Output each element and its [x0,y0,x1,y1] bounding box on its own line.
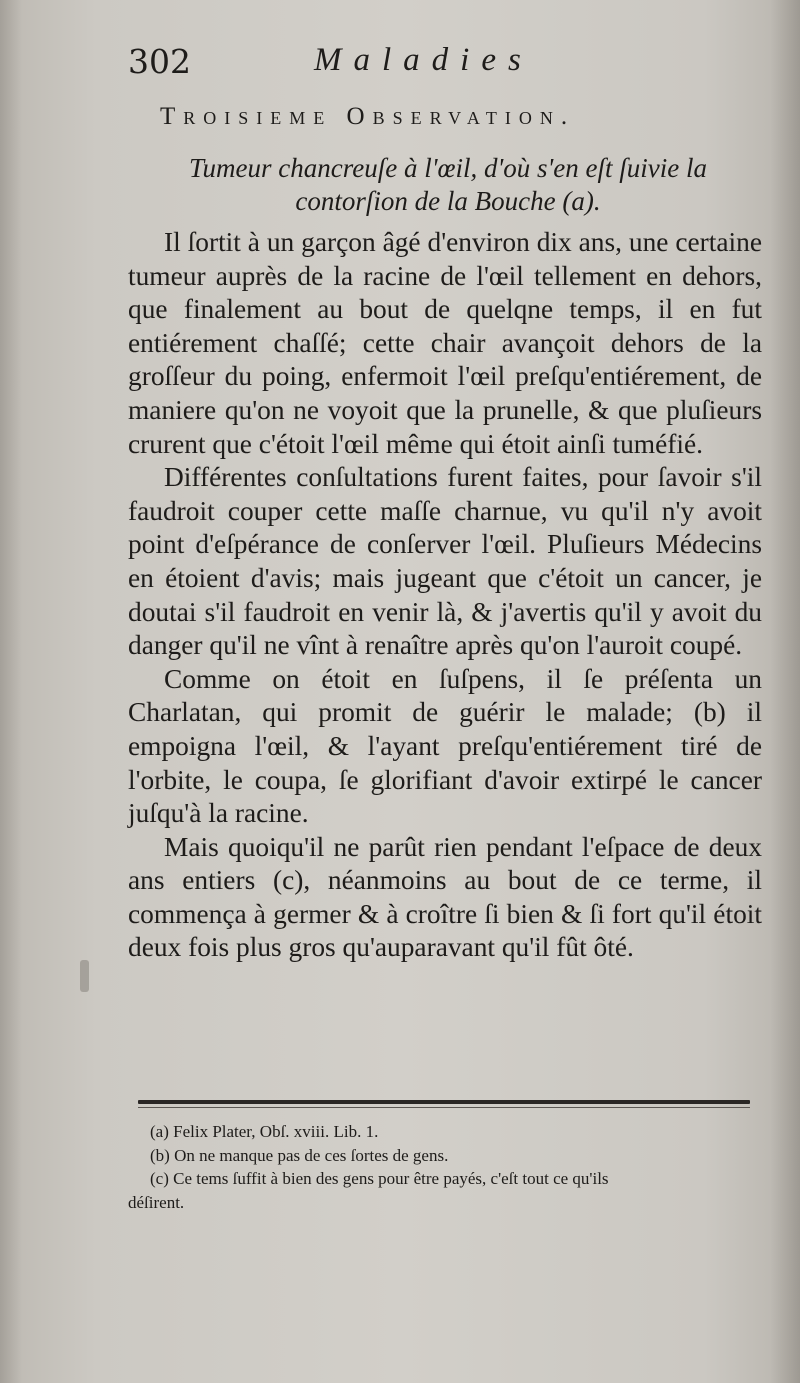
paragraph: Il ſortit à un garçon âgé d'environ dix ans, une certaine tumeur auprès de la racine de l'œil tellement en dehors, que finalement au bout de quelqne temps, il en fut entiérement chaſſé; cette chair avançoit dehors de la groſſeur du poing, enfermoit l'œil preſqu'entiérement, de maniere qu'on ne voyoit que la prunelle, & que pluſieurs crurent que c'étoit l'œil même qui étoit ainſi tuméfié. [128,227,762,459]
footnote-rule-thin [138,1107,750,1108]
paragraph: Comme on étoit en ſuſpens, il ſe préſenta un Charlatan, qui promit de guérir le malade; (b) il empoigna l'œil, & l'ayant preſqu'entiérement tiré de l'orbite, le coupa, ſe glorifiant d'avoir extirpé le cancer juſqu'à la racine. [128,663,762,829]
observation-title: Troisieme Observation. [160,103,576,130]
page-header [128,42,758,92]
subtitle-line: Tumeur chancreuſe à l'œil, d'où s'en eſt ſuivie la [189,153,707,183]
footnote-b: (b) On ne manque pas de ces ſortes de gens. [150,1145,449,1165]
paragraph: Différentes conſultations furent faites, pour ſavoir s'il faudroit couper cette maſſe charnue, vu qu'il n'y avoit point d'eſpérance de conſerver l'œil. Pluſieurs Médecins en étoient d'avis; mais jugeant que c'étoit un cancer, je doutai s'il faudroit en venir là, & j'avertis qu'il y avoit du danger qu'il ne vînt à renaître après qu'on l'auroit coupé. [128,462,762,661]
observation-subtitle [128,152,768,218]
footnote-a: (a) Felix Plater, Obſ. xviii. Lib. 1. [150,1122,379,1141]
footnote-rule [138,1100,750,1104]
paragraph: Mais quoiqu'il ne parût rien pendant l'eſpace de deux ans entiers (c), néanmoins au bout de ce terme, il commença à germer & à croître ſi bien & ſi fort qu'il étoit deux fois plus gros qu'auparavant qu'il fût ôté. [128,831,762,963]
subtitle-line: contorſion de la Bouche (a). [295,186,601,216]
footnote-c: (c) Ce tems ſuffit à bien des gens pour être payés, c'eſt tout ce qu'ils [150,1169,609,1188]
footnote-c-continuation: déſirent. [128,1192,185,1212]
page-number: 302 [128,42,191,81]
footnotes [128,1120,768,1214]
body-text [128,226,762,965]
running-head: Maladies [314,42,533,78]
ink-smudge [80,960,89,992]
